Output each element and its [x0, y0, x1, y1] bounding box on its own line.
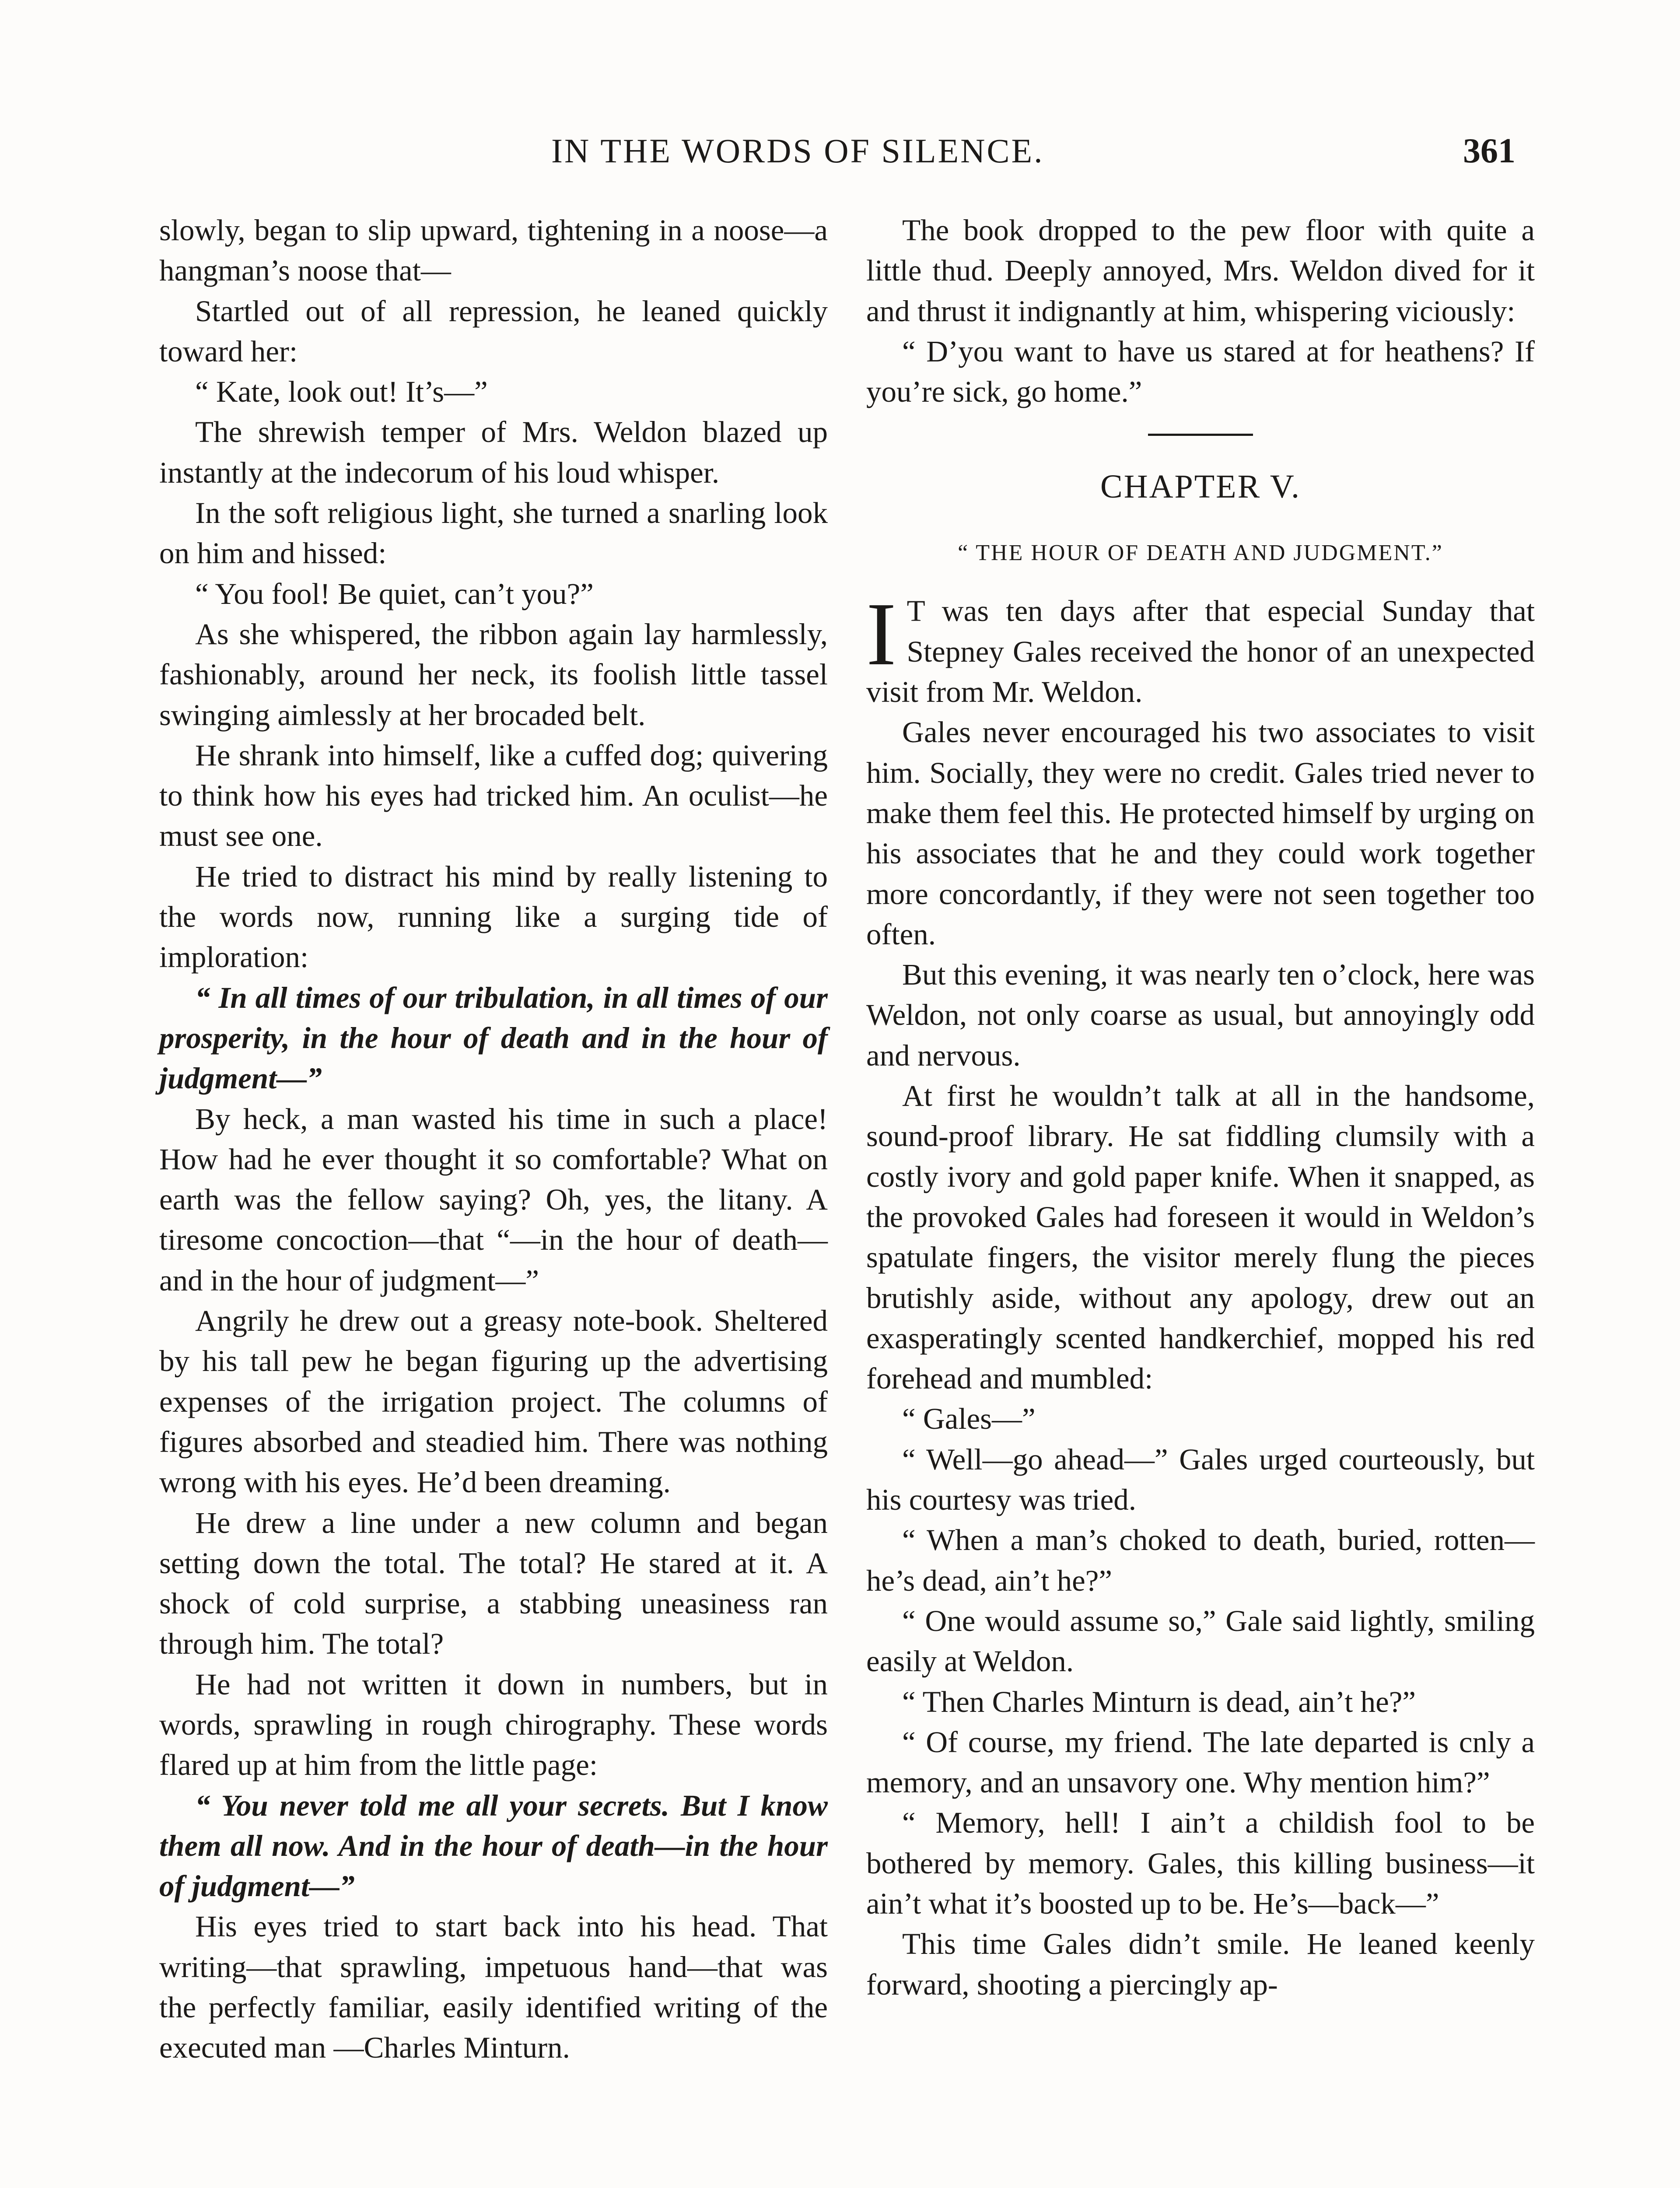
paragraph: The shrewish temper of Mrs. Weldon blazed up instantly at the indecorum of his loud whisper.: [159, 415, 828, 489]
paragraph: He drew a line under a new column and began setting down the total. The total? He stared at it. A shock of cold surprise, a stabbing uneasiness ran through him. The total?: [159, 1506, 828, 1661]
paragraph: This time Gales didn’t smile. He leaned keenly forward, shooting a piercingly ap-: [866, 1927, 1535, 2001]
paragraph: He had not written it down in numbers, but in words, sprawling in rough chirography. These words flared up at him from the little page:: [159, 1667, 828, 1782]
paragraph: As she whispered, the ribbon again lay harmlessly, fashionably, around her neck, its foolish little tassel swinging aimlessly at her brocaded belt.: [159, 617, 828, 732]
paragraph: “ One would assume so,” Gale said lightly, smiling easily at Weldon.: [866, 1604, 1535, 1678]
paragraph: But this evening, it was nearly ten o’clock, here was Weldon, not only coarse as usual, but annoyingly odd and nervous.: [866, 958, 1535, 1072]
paragraph: “ You fool! Be quiet, can’t you?”: [195, 577, 594, 610]
written-message-quote: “ You never told me all your secrets. But I know them all now. And in the hour of death—in the hour of judgment—”: [159, 1788, 828, 1903]
paragraph: In the soft religious light, she turned a snarling look on him and hissed:: [159, 496, 828, 570]
litany-quote: “ In all times of our tribulation, in all times of our prosperity, in the hour of death and in the hour of judgment—”: [159, 981, 828, 1095]
paragraph: slowly, began to slip upward, tightening in a noose—a hangman’s noose that—: [159, 214, 828, 288]
drop-cap: I: [866, 584, 896, 684]
paragraph: “ When a man’s choked to death, buried, rotten—he’s dead, ain’t he?”: [866, 1523, 1535, 1597]
paragraph: “ Memory, hell! I ain’t a childish fool to be bothered by memory. Gales, this killing business—it ain’t what it’s boosted up to be. He’s—back—”: [866, 1806, 1535, 1920]
paragraph: Angrily he drew out a greasy note-book. Sheltered by his tall pew he began figuring up the advertising expenses of the irrigation project. The columns of figures absorbed and steadied him. There was nothing wrong with his eyes. He’d been dreaming.: [159, 1304, 828, 1499]
right-column: [866, 210, 1535, 2005]
paragraph: By heck, a man wasted his time in such a place! How had he ever thought it so comfortable? What on earth was the fellow saying? Oh, yes, the litany. A tiresome concoction—that “—in the hour of death—and in the hour of judgment—”: [159, 1102, 828, 1297]
paragraph: He tried to distract his mind by really listening to the words now, running like a surging tide of imploration:: [159, 859, 828, 974]
page-number: 361: [1463, 132, 1516, 170]
paragraph: “ Well—go ahead—” Gales urged courteously, but his courtesy was tried.: [866, 1442, 1535, 1517]
paragraph: Startled out of all repression, he leaned quickly toward her:: [159, 294, 828, 368]
chapter-title: “ THE HOUR OF DEATH AND JUDGMENT.”: [958, 540, 1443, 566]
paragraph: He shrank into himself, like a cuffed dog; quivering to think how his eyes had tricked him. An oculist—he must see one.: [159, 738, 828, 853]
chapter-heading: CHAPTER V.: [1100, 468, 1301, 505]
paragraph: Gales never encouraged his two associates to visit him. Socially, they were no credit. Gales tried never to make them feel this. He protected himself by urging on his associates that he and they could work together more concordantly, if they were not seen together too often.: [866, 715, 1535, 951]
opening-text: T was ten days after that especial Sunday that Stepney Gales received the honor of an unexpected visit from Mr. Weldon.: [866, 594, 1535, 709]
paragraph: “ Kate, look out! It’s—”: [195, 375, 488, 409]
paragraph: “ Of course, my friend. The late departed is cnly a memory, and an unsavory one. Why mention him?”: [866, 1725, 1535, 1799]
running-title: IN THE WORDS OF SILENCE.: [551, 132, 1044, 170]
chapter-opening-paragraph: [866, 584, 1535, 712]
paragraph: At first he wouldn’t talk at all in the handsome, sound-proof library. He sat fiddling clumsily with a costly ivory and gold paper knife. When it snapped, as the provoked Gales had foreseen it would in Weldon’s spatulate fingers, the visitor merely flung the pieces brutishly aside, without any apology, drew out an exasperatingly scented handkerchief, mopped his red forehead and mumbled:: [866, 1079, 1535, 1396]
paragraph: “ Gales—”: [902, 1402, 1036, 1436]
paragraph: “ Then Charles Minturn is dead, ain’t he?”: [902, 1685, 1416, 1718]
left-column: [159, 210, 828, 2068]
paragraph: The book dropped to the pew floor with quite a little thud. Deeply annoyed, Mrs. Weldon dived for it and thrust it indignantly at him, whispering viciously:: [866, 214, 1535, 328]
section-divider: [1148, 434, 1253, 436]
paragraph: His eyes tried to start back into his head. That writing—that sprawling, impetuous hand—that was the perfectly familiar, easily identified writing of the executed man —Charles Minturn.: [159, 1910, 828, 2065]
paragraph: “ D’you want to have us stared at for heathens? If you’re sick, go home.”: [866, 334, 1535, 409]
